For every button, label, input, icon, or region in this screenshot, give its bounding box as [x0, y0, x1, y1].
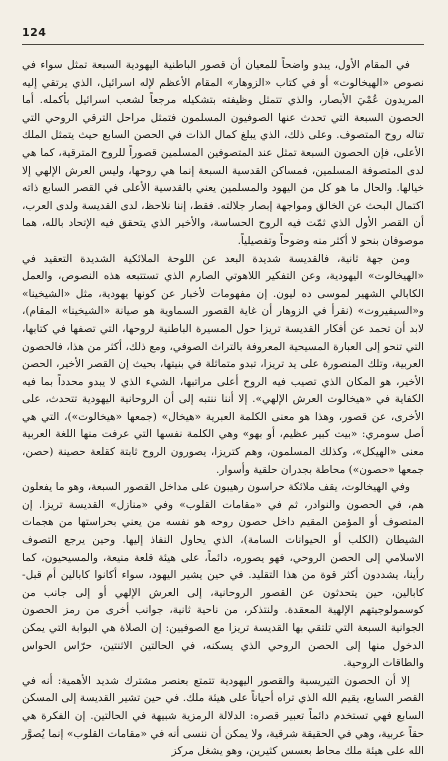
header-rule — [22, 44, 424, 45]
page-body — [22, 57, 424, 761]
paragraph: في المقام الأول، يبدو واضحاً للمعيان أن قصور الباطنية اليهودية السبعة تمثل سواء في نصوص «الهيخالوت» أو في كتاب «الزوهار» المقام الأعظم لإله اسرائيل، الذي يرتقي إليه المريدون عُمْيَ الأبصار، والذي تتمثل وظيفته بتشكيله مرجعاً لشعب اسرائيل بأكمله. أما الحصون السبعة التي تحدث عنها الصوفيون المسلمون فتمثل مراحل الترقي الروحي التي تناله روح المتصوف. وعلى ذلك، الذي يبلغ كمال الذات في الحصن السابع حيث يتمثل الملك الأعلى، فإن الحصون السبعة تمثل عند المتصوفين المسلمين قصوراً للروح المترقية، كما هي لدى المتصوفة المسلمين، فمساكن القدسية السبعة إنما هي روحها، وليس العرش الإلهي إلا خيالها. والحال ما هو كل من اليهود والمسلمين يعني بالقدسية الأعلى في القصر السابع ذاته اكتمال البحث عن الخالق ومواجهة إبصار جلالته. فقط، إننا نلاحظ، لدى القديسة ولدى العرب، أن القصر الأول الذي ثمّت فيه الروح الحساسة، والأخير الذي يتحقق فيه الإتحاد بالله، هما موصوفان بنحو لا أكثر منه وضوحاً وتفصيلياً. — [22, 59, 424, 247]
page-header — [22, 22, 424, 42]
page-number: 124 — [22, 25, 47, 39]
paragraph: إلا أن الحصون التيريسية والقصور اليهودية تتمتع بعنصر مشترك شديد الأهمية: أنه في القصر السابع، يقيم الله الذي تراه أحياناً على هيئة ملك. في حين تشير القديسة إلى المسكن السابع فهي تستخدم دائماً تعبير قصره: الدلالة الرمزية شبيهة في الحالتين. إن الفكرة هي حقاً عربية، وهي في الحقيقة شرقية، ولا يمكن أن ننسى أنه في «مقامات القلوب» إنما يُصوَّر الله على هيئة ملك محاط بعسس كثيرين، وهو يشغل مركز — [22, 674, 424, 758]
paragraph: ومن جهة ثانية، فالقديسة شديدة البعد عن اللوحة الملائكية الشديدة التعقيد في «الهيخالوت» اليهودية، وعن التفكير اللاهوتي الصارم الذي تستتبعه هذه النصوص، والعمل الكابالي الشهير لموسى ده ليون. إن مفهومات لأخبار عن كونها يهودية، مثل «الشيخينا» و«السيفيروت» (نقرأ في الزوهار أن غاية القصور السماوية هو صيانة «الشيخينا» المقام)، لابد أن تحمد عن أفكار القديسة تريزا حول المسيرة الباطنية لروحها، التي تصفها في كتابها، التي تنحو إلى العبارة المسيحية المعروفة بالتراث الصوفي، ومع ذلك، أكثر من هذا، فالحصون العربية، وتلك المنصورة على يد تريزا، تبدو متماثلة في بنيتها، بحيث إن القصر الأخير، الحصن الأخير، هو المكان الذي تصيب فيه الروح أعلى مراتبها، الشيء الذي لا يبدو محدداً بما فيه الكفاية في «هيخالوت العرش الإلهي». إلا أننا ننتبه إلى أن الروحانية اليهودية تتحدث، على الأخرى، عن قصور، وهذا هو معنى الكلمة العبرية «هيخال» (جمعها «هيخالوت»)، التي هي أصل سومري: «بيت كبير عظيم، أو بهو» وهي الكلمة نفسها التي عرفت منها اللغة العربية معنى «الهيكل»، وكذلك المسلمون، وهم كتريزا، يصورون الروح ثابتة كقلعة حصينة (حصن، جمعها «حصون») محاطة بجدران حلقية وأسوار. — [22, 252, 424, 476]
paragraph: وفي الهيخالوت، يقف ملائكة حراسون رهيبون على مداخل القصور السبعة، وهو ما يفعلون هم، في الحصون والنوادر، ثم في «مقامات القلوب» وفي «منازل» القديسة تريزا. إن المتصوف أو المؤمن المقيم داخل حصون روحه هو نفسه من يعني بحراستها من هجمات الشيطان (الكلب أو الحيوانات السامة)، الذي يحاول النفاذ إليها. وحين يرجع التصوف الاسلامي إلى الحصن الروحي، فهو يصوره، دائماً، على هيئة قلعة منيعة، والمسيحيون، كما رأينا، يشددون أكثر قوة من هذا التقليد. في حين يشير اليهود، سواء أكانوا كابالين أم قبل-كابالين، حين يتحدثون عن القصور الروحانية، إلى العرش الإلهي أو إلى جانب من كوسمولوجيتهم الإلهية المعقدة. ولنتذكر، من ناحية ثانية، جوانب أخرى من رمز الحصون الجوانية السبعة التي تلتقي بها القديسة تريزا مع الصوفيين: إن الصلاة هي البوابة التي يمكن الدخول منها إلى الحصن الروحي الذي يسكنه، في الحالتين الاثنتين، حرّاس الحواس والطاقات الروحية. — [22, 481, 424, 670]
